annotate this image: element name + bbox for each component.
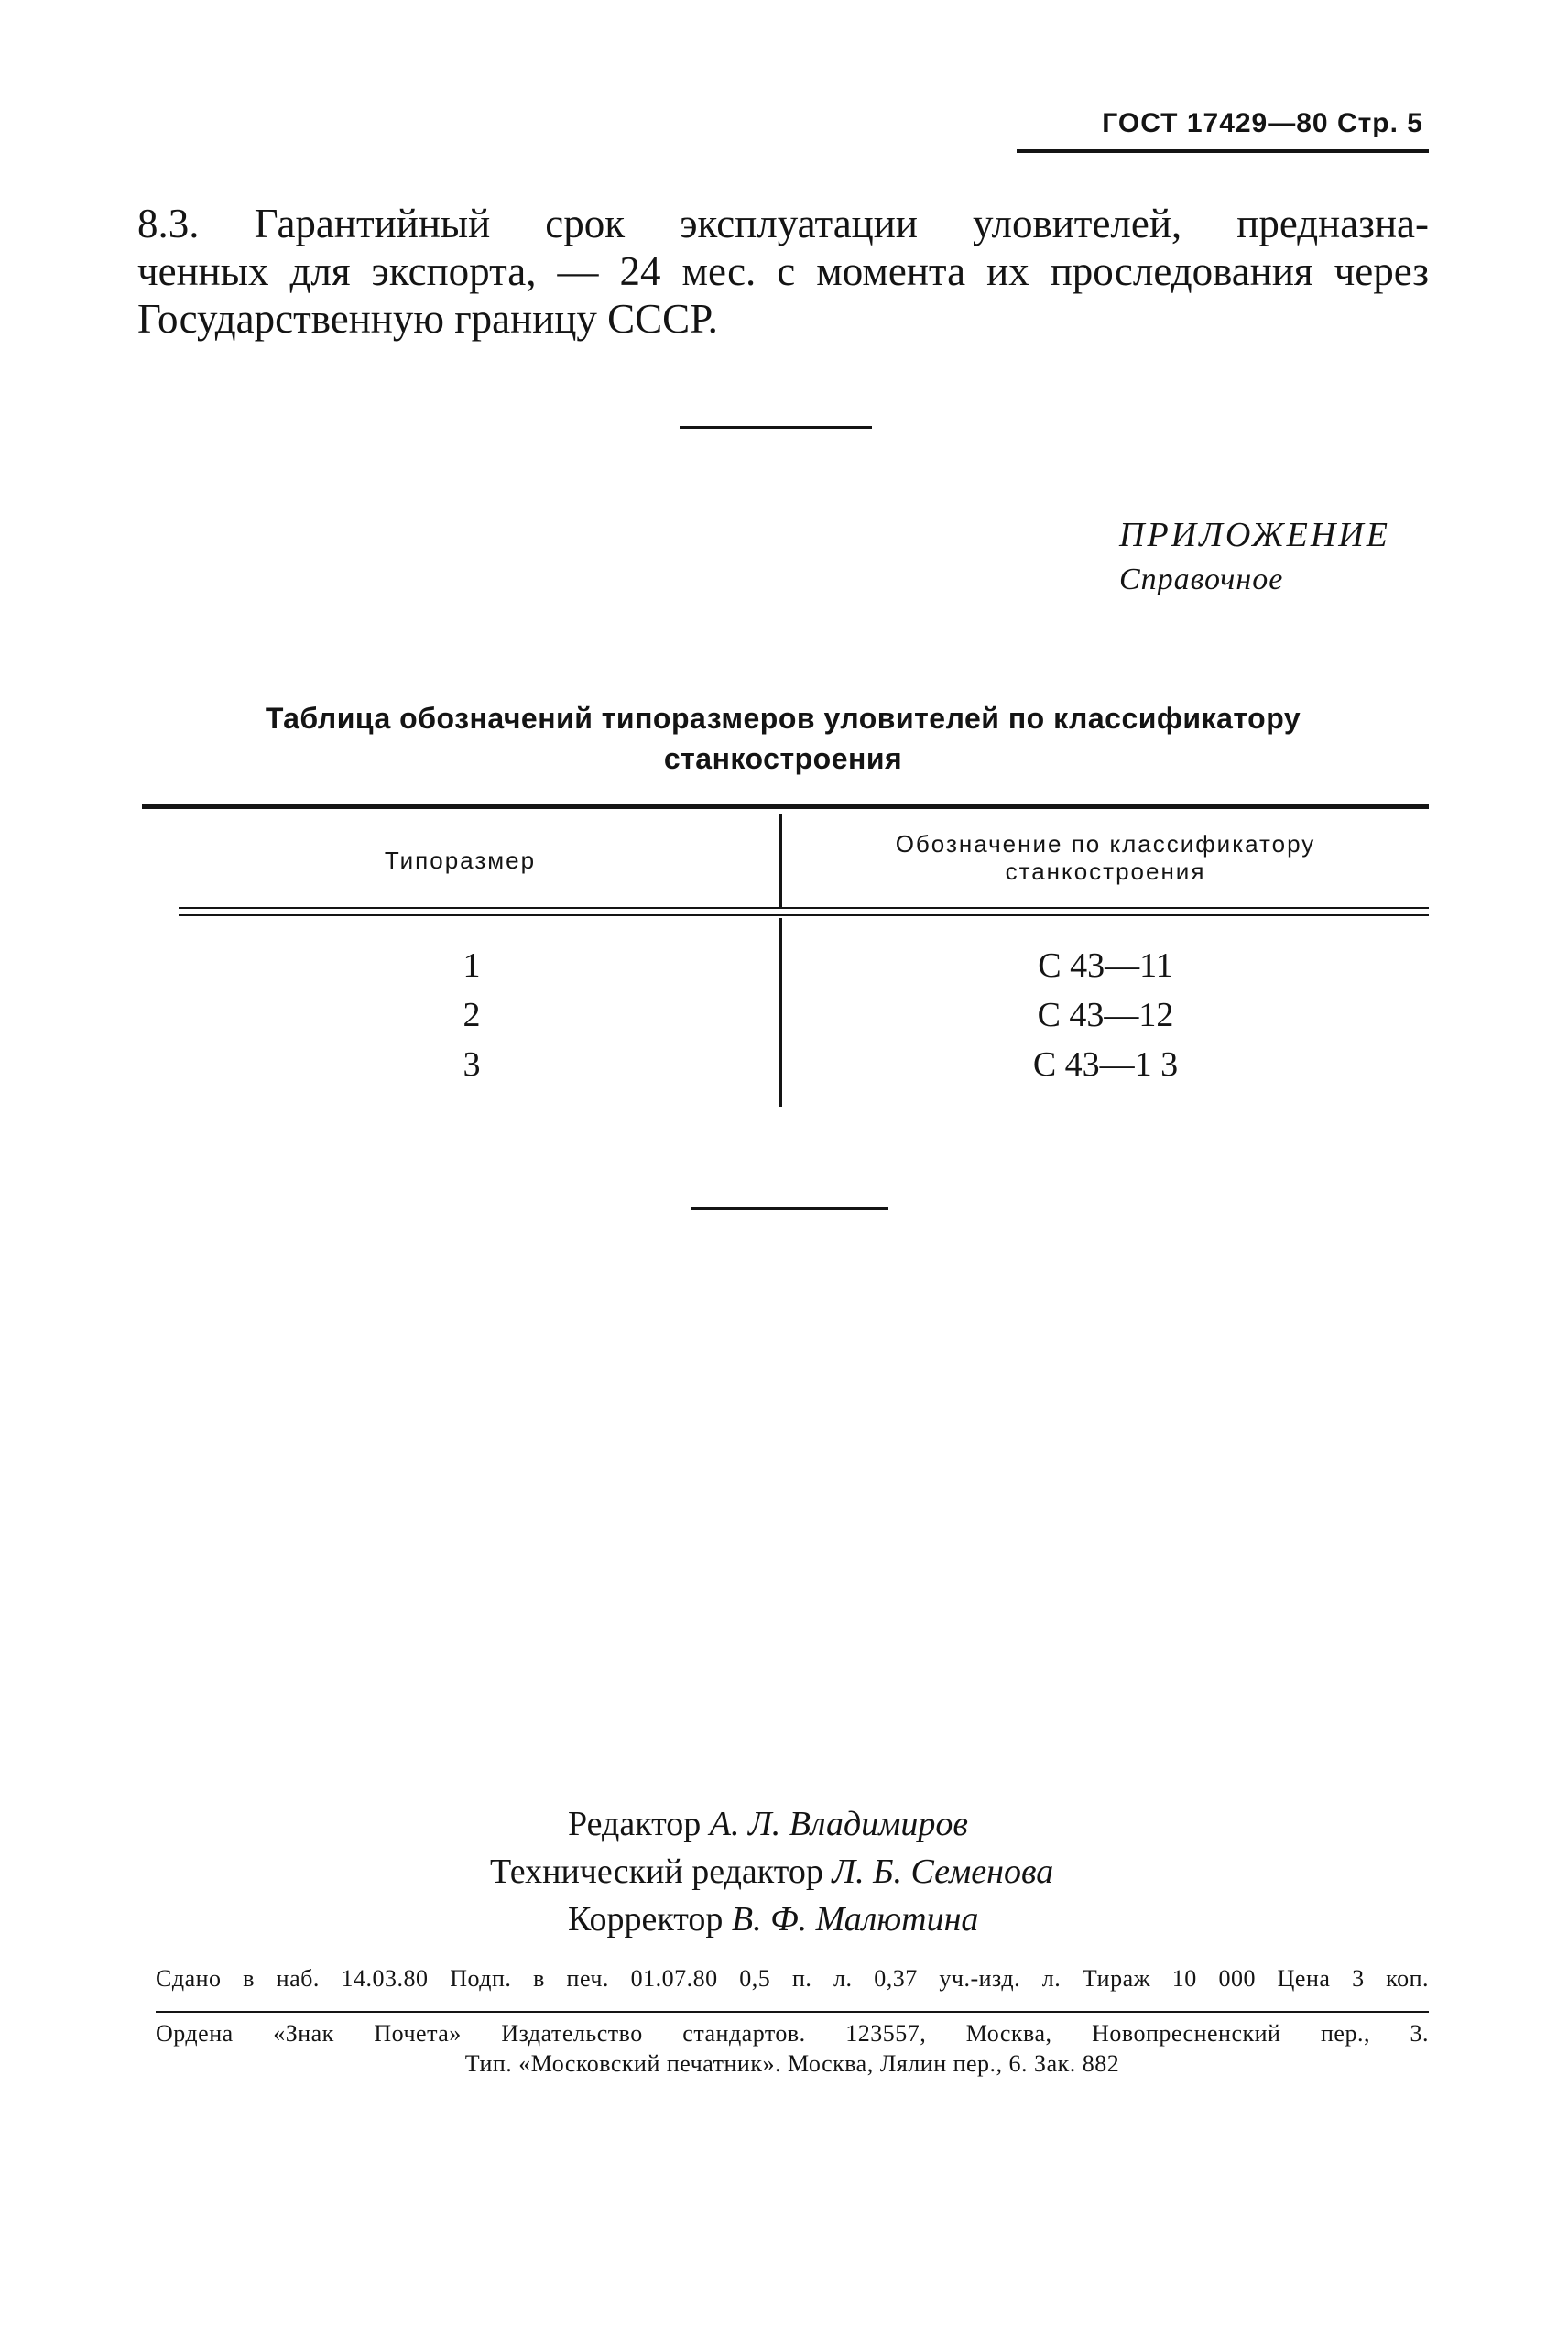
section-separator bbox=[691, 1207, 888, 1210]
column-header-designation bbox=[782, 830, 1429, 885]
appendix-title: ПРИЛОЖЕНИЕ bbox=[1119, 516, 1390, 554]
table-cell-size: 1 bbox=[463, 946, 481, 985]
table-caption bbox=[137, 698, 1429, 779]
column-header-size: Типоразмер bbox=[384, 847, 537, 874]
tech-editor-line bbox=[137, 1848, 1429, 1895]
table-cell-designation: С 43—12 bbox=[1037, 996, 1174, 1034]
table-header-rule bbox=[179, 907, 1429, 909]
imprint-rule bbox=[156, 2011, 1429, 2013]
header-rule bbox=[1017, 149, 1429, 153]
paragraph-line: Государственную границу СССР. bbox=[137, 296, 718, 342]
editor-name: А. Л. Владимиров bbox=[709, 1805, 968, 1843]
table-header-rule bbox=[179, 914, 1429, 916]
corrector-name: В. Ф. Малютина bbox=[731, 1900, 979, 1939]
table-top-rule bbox=[142, 804, 1429, 809]
table-cell-designation: С 43—11 bbox=[1038, 946, 1173, 985]
imprint-line: Тип. «Московский печатник». Москва, Лялин пер., 6. Зак. 882 bbox=[464, 2050, 1120, 2077]
tech-editor-role: Технический редактор bbox=[490, 1852, 823, 1891]
column-header-line: станкостроения bbox=[1005, 858, 1206, 885]
paragraph-8-3 bbox=[137, 200, 1429, 343]
table-caption-line: Таблица обозначений типоразмеров уловителей по классификатору bbox=[265, 702, 1301, 735]
editors-block bbox=[137, 1800, 1429, 1943]
table-cell-size: 2 bbox=[463, 996, 481, 1034]
imprint-line: Ордена «Знак Почета» Издательство стандартов. 123557, Москва, Новопресненский пер., 3. bbox=[156, 2020, 1429, 2047]
editor-line bbox=[137, 1800, 1429, 1848]
tech-editor-name: Л. Б. Семенова bbox=[832, 1852, 1054, 1891]
table-cell-size: 3 bbox=[463, 1045, 481, 1084]
imprint-line: Сдано в наб. 14.03.80 Подп. в печ. 01.07.80 0,5 п. л. 0,37 уч.-изд. л. Тираж 10 000 Цена 3 коп. bbox=[156, 1965, 1429, 1992]
corrector-line bbox=[137, 1895, 1429, 1943]
appendix-subtitle: Справочное bbox=[1119, 563, 1284, 596]
paragraph-line: ченных для экспорта, — 24 мес. с момента их проследования через bbox=[137, 248, 1429, 294]
table-caption-line: станкостроения bbox=[663, 742, 903, 775]
section-separator bbox=[680, 426, 872, 429]
page-header: ГОСТ 17429—80 Стр. 5 bbox=[1102, 108, 1423, 138]
paragraph-line: 8.3. Гарантийный срок эксплуатации уловителей, предназна- bbox=[137, 201, 1429, 246]
editor-role: Редактор bbox=[568, 1805, 702, 1843]
corrector-role: Корректор bbox=[568, 1900, 724, 1939]
column-header-line: Обозначение по классификатору bbox=[895, 830, 1316, 858]
table-cell-designation: С 43—1 3 bbox=[1032, 1045, 1179, 1084]
